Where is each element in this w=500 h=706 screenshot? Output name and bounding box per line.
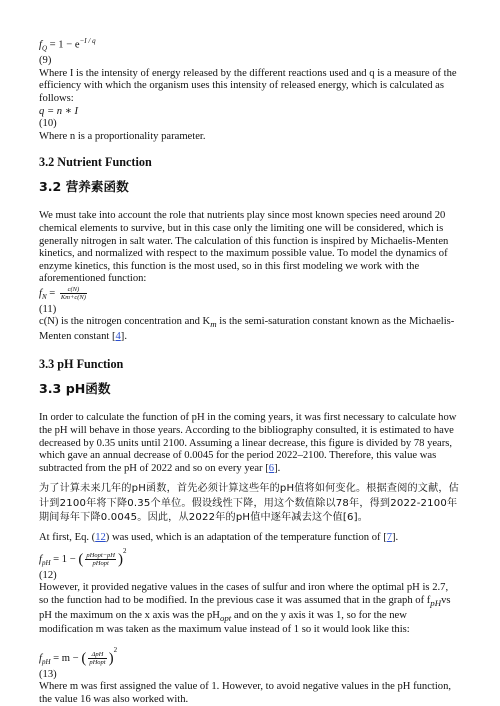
paragraph-cn: c(N) is the nitrogen concentration and $K_m$ is the semi-saturation constant known as the Michaelis-Menten constant [4]. [39,316,455,342]
equation-11-fraction: $\frac{c(N)}{Km+c(N)}$ [60,285,86,301]
equation-9-number: (9) [39,55,52,67]
paper-page [39,28,459,706]
equation-link-12[interactable]: 12 [95,532,106,544]
citation-link-7[interactable]: 7 [386,532,393,544]
equation-9: $f_Q = 1 - e^{-I / q}$ [39,37,96,53]
equation-12: $f_{pH} = 1$ − ( $\frac{\text{pHopt−pH}}{\text{pHopt}}$ )$^2$ [39,546,127,568]
paragraph-where-n: Where n is a proportionality parameter. [39,130,206,142]
equation-13: $f_{pH} = m$ − ( $\frac{\text{ΔpH}}{\text{pHopt}}$ )$^2$ [39,645,118,667]
paragraph-where-m: Where m was first assigned the value of 1. However, to avoid negative values in the pH function, the value 16 was also worked with. [39,681,452,705]
paragraph-nutrient: We must take into account the role that nutrients play since most known species need around 20 chemical elements to survive, but in this case only the limiting one will be considered, which is generally nitrogen in salt water. The calculation of this function is inspired by Michaelis-Menten kinetics, and normalized with respect to the maximum possible value. To model the dynamics of enzyme kinetics, this function is the most used, so in this first modeling we work with the aforementioned function: [39,210,449,285]
paragraph-however: However, it provided negative values in the cases of sulfur and iron where the optimal pH is 2.7, so the function had to be modified. In the previous case it was assumed that in the graph of $f_{pH}vs$ pH the maximum on the x axis was the $pH_{opt}$ and on the y axis it was 1, so for the new modification m was taken as the maximum value instead of 1 so it would look like this: [39,582,451,636]
citation-link-4[interactable]: 4 [115,330,121,342]
section-heading-3-2: 3.2 Nutrient Function [39,155,152,170]
equation-13-number: (13) [39,668,57,680]
equation-11: $f_N$ = $\frac{c(N)}{Km+c(N)}$ [39,285,86,301]
equation-12-number: (12) [39,569,57,581]
equation-10-number: (10) [39,118,57,130]
equation-13-fraction: $\frac{\text{ΔpH}}{\text{pHopt}}$ [89,650,106,666]
equation-12-fraction: $\frac{\text{pHopt−pH}}{\text{pHopt}}$ [86,552,115,567]
section-heading-3-3-zh: 3.3 pH函数 [39,381,111,397]
paragraph-ph-zh: 为了计算未来几年的pH函数，首先必须计算这些年的pH值将如何变化。根据查阅的文献，估计到2100年将下降0.35个单位。假设线性下降，用这个数值除以78年，得到2022-2100年期间每年下降0.0045。因此，从2022年的pH值中逐年减去这个值[6]。 [39,483,459,524]
section-heading-3-3: 3.3 pH Function [39,357,124,372]
equation-10: q = n ∗ I [39,105,79,117]
paragraph-where-i: Where I is the intensity of energy released by the different reactions used and q is a measure of the efficiency with which the organism uses this intensity of released energy, which is calculated as follows: [39,67,457,105]
paragraph-ph-en: In order to calculate the function of pH in the coming years, it was first necessary to calculate how the pH will behave in those years. According to the bibliography consulted, it is estimated to have decreased by 0.35 units until 2100. Assuming a linear decrease, this figure is divided by 78 years, which gave an annual decrease of 0.0045 for the period 2022–2100. Therefore, this value was subtracted from the pH of 2022 and so on every year [6]. [39,412,457,474]
citation-link-6[interactable]: 6 [268,462,275,474]
equation-11-number: (11) [39,303,57,315]
paragraph-first: At first, Eq. (12) was used, which is an adaptation of the temperature function of [7]. [39,532,399,544]
section-heading-3-2-zh: 3.2 营养素函数 [39,179,129,195]
